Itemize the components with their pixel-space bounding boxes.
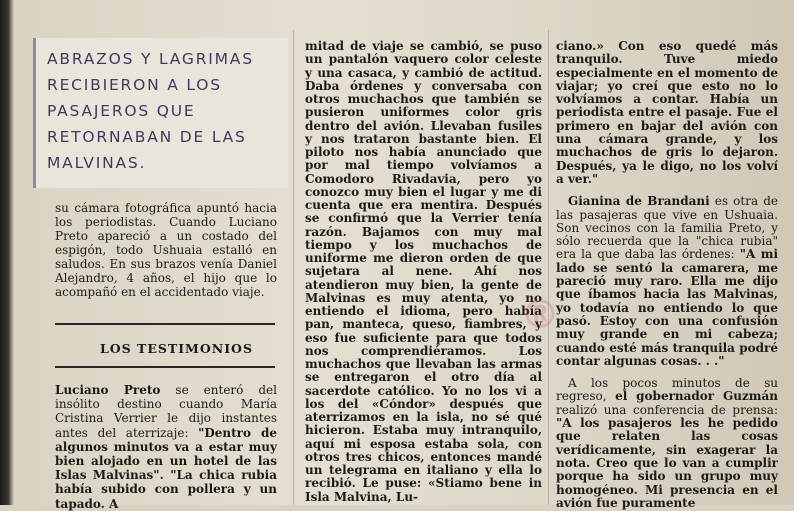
quote-text: ciano.» Con eso quedé más tranquilo. Tuve miedo especialmente en el momento de viajar; yo creí que esto no lo volvíamos a contar. Había un periodista entre el pasaje. Fue el primero en bajar del avión con una cámara grande, y los muchachos de gris lo dejaron. Después, ya le digo, no los volví a ver.": [556, 39, 778, 186]
column-1-paragraph: [55, 383, 277, 511]
column-divider: [293, 30, 294, 505]
column-1: [55, 383, 277, 511]
paragraph-text: A los pocos minutos de su regreso,: [556, 376, 778, 404]
section-rule-bottom: [55, 366, 275, 368]
quote-text: "Dentro de algunos minutos va a estar muy bien alojado en un hotel de las Islas Malvinas". "La chica rubia había subido con pollera y un tapado. A: [55, 425, 277, 511]
section-title: LOS TESTIMONIOS: [100, 341, 253, 356]
paragraph-text: realizó una conferencia de prensa:: [556, 402, 778, 417]
person-name: el gobernador Guzmán: [615, 389, 778, 404]
page-shadow-edge: [0, 0, 14, 505]
column-divider: [548, 30, 549, 505]
column-2-paragraph: [305, 40, 542, 504]
person-name: Luciano Preto: [55, 383, 161, 397]
headline: ABRAZOS Y LAGRIMAS RECIBIERON A LOS PASAJEROS QUE RETORNABAN DE LAS MALVINAS.: [47, 50, 254, 172]
photo-caption: su cámara fotográfica apuntó hacia los periodistas. Cuando Luciano Preto apareció a un costado del espigón, todo Ushuaia estalló en saludos. En sus brazos venía Daniel Alejandro, 4 años, el hijo que lo acompañó en el accidentado viaje.: [55, 201, 277, 299]
person-name: Gianina de Brandani: [568, 194, 710, 209]
column-3-paragraph: [556, 377, 778, 510]
paragraph-text: mitad de viaje se cambió, se puso un pantalón vaquero color celeste y una casaca, y cambió de actitud.: [305, 39, 542, 80]
section-rule-top: [55, 323, 275, 325]
paragraph-text: se enteró del insólito destino cuando María Cristina Verrier le dijo instantes antes del aterrizaje:: [55, 383, 277, 440]
column-3: [556, 40, 778, 510]
quote-text: "A mi lado se sentó la camarera, me pareció muy raro. Ella me dijo que íbamos hacia las Malvinas, yo todavía no entiendo lo que pasó. Estoy con una confusión muy grande en mi cabeza; cuando esté más tranquila podré contar algunas cosas. . .": [556, 247, 779, 368]
paragraph-text: es otra de las pasajeras que vive en Ushuaia. Son vecinos con la familia Preto, y sólo recuerda que la "chica rubia" era la que daba las órdenes:: [556, 194, 778, 262]
paragraph-text: Daba órdenes y conversaba con otros muchachos que también se pusieron uniformes color gris dentro del avión. Llevaban fusiles y nos trataron bastante bien. El piloto nos había anunciado que por mal tiempo volvíamos a Comodoro Rivadavia, pero yo conozco muy bien el lugar y me di cuenta que era mentira. Después se confirmó que la Verrier tenía razón. Bajamos con muy mal tiempo y los muchachos de uniforme me dieron orden de que sujetara al nene. Ahí nos atendieron muy bien, la gente de Malvinas es muy atenta, yo no entiendo el idioma, pero había pan, manteca, queso, fiambres, y eso fue suficiente para que todos nos comprendiéramos. Los muchachos que llevaban las armas se entregaron el otro día al sacerdote católico. Yo no los vi a los del «Cóndor» después que aterrizamos en la isla, no sé qué hicieron. Estaba muy intranquilo, aquí mi esposa estaba sola, con otros tres chicos, entonces mandé un telegrama en italiano y ella lo recibió. Le puse: «Stiamo bene in Isla Malvina, Lu-: [305, 78, 542, 504]
column-2: [305, 40, 542, 504]
watermark-logo: ®: [520, 292, 560, 338]
quote-text: "A los pasajeros les he pedido que relaten las cosas verídicamente, sin exagerar la nota. Creo que lo van a cumplir porque ha sido un grupo muy homogéneo. Mi presencia en el avión fue puramente: [556, 416, 778, 510]
